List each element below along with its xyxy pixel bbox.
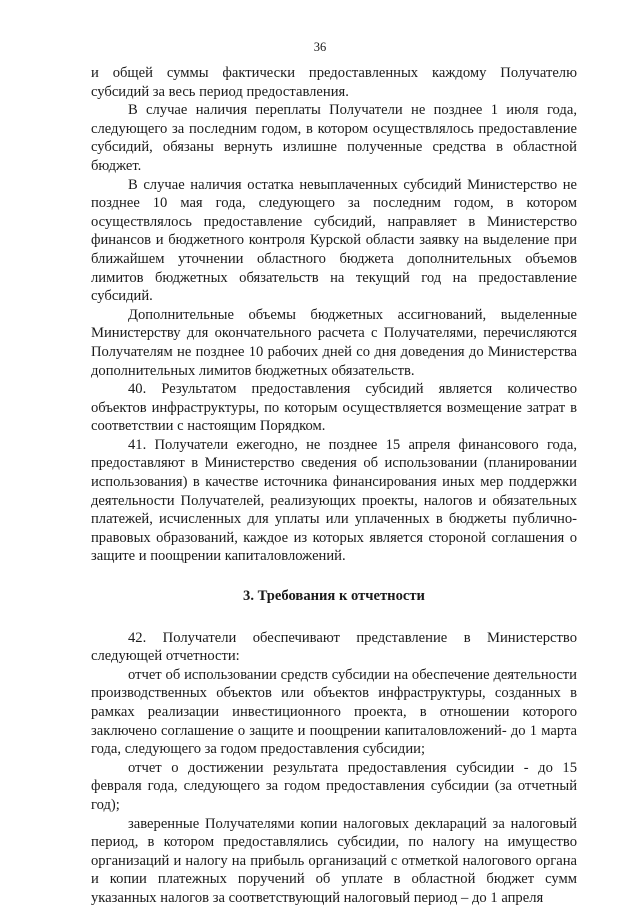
paragraph-report-result: отчет о достижении результата предоставления субсидии - до 15 февраля года, следующего за годом предоставления субсидии (за отчетный год);: [91, 759, 577, 813]
page-number: 36: [313, 40, 327, 54]
paragraph-report-usage: отчет об использовании средств субсидии на обеспечение деятельности производственных объектов или объектов инфраструктуры, созданных в рамках реализации инвестиционного проекта, в отношении которого заключено соглашение о защите и поощрении капиталовложений- до 1 марта года, следующего за годом предоставления субсидии;: [91, 666, 577, 758]
paragraph-continuation: и общей суммы фактически предоставленных каждому Получателю субсидий за весь период предоставления.: [91, 65, 577, 100]
document-body: [91, 64, 577, 908]
paragraph-unpaid-balance: В случае наличия остатка невыплаченных субсидий Министерство не позднее 10 мая года, следующего за последним годом, в котором осуществлялось предоставление субсидий, направляет в Министерство финансов и бюджетного контроля Курской области заявку на выделение при ближайшем уточнении областного бюджета дополнительных объемов лимитов бюджетных обязательств на текущий год на предоставление субсидий.: [91, 176, 577, 305]
paragraph-item-42: 42. Получатели обеспечивают представление в Министерство следующей отчетности:: [91, 629, 577, 665]
paragraph-item-40: 40. Результатом предоставления субсидий является количество объектов инфраструктуры, по которым осуществляется возмещение затрат в соответствии с настоящим Порядком.: [91, 381, 577, 435]
paragraph-additional-allocations: Дополнительные объемы бюджетных ассигнований, выделенные Министерству для окончательного расчета с Получателями, перечисляются Получателям не позднее 10 рабочих дней со дня доведения до Министерства дополнительных лимитов бюджетных обязательств.: [91, 306, 577, 379]
paragraph-overpayment: В случае наличия переплаты Получатели не позднее 1 июля года, следующего за последним годом, в котором осуществлялось предоставление субсидий, обязаны вернуть излишне полученные средства в областной бюджет.: [91, 102, 577, 174]
paragraph-tax-declarations: заверенные Получателями копии налоговых деклараций за налоговый период, в котором предоставлялись субсидии, по налогу на имущество организаций и налогу на прибыль организаций с отметкой налогового органа и копии платежных поручений об уплате в областной бюджет сумм указанных налогов за соответствующий налоговый период – до 1 апреля: [91, 815, 577, 906]
section-heading: 3. Требования к отчетности: [243, 588, 425, 605]
paragraph-item-41: 41. Получатели ежегодно, не позднее 15 апреля финансового года, предоставляют в Министерство сведения об использовании (планировании использования) в качестве источника финансирования иных мер поддержки деятельности Получателей, реализующих проекты, налогов и обязательных платежей, исчисленных для уплаты или уплаченных в бюджеты публично-правовых образований, каждое из которых является стороной соглашения о защите и поощрении капиталовложений.: [91, 436, 577, 565]
